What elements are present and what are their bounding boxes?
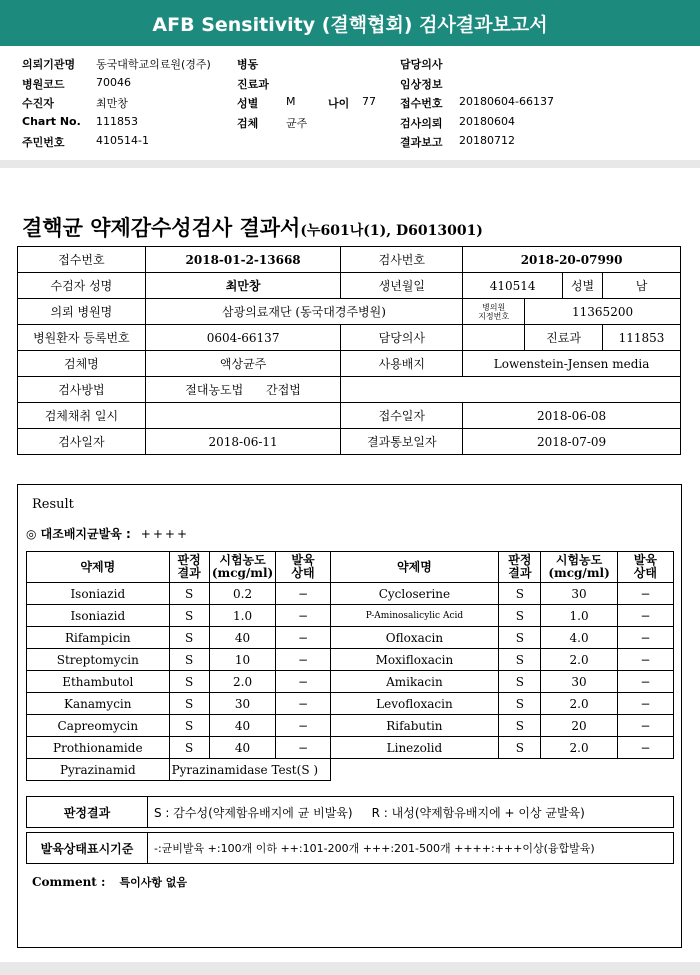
hosp-no-label-2: 지정번호	[478, 311, 510, 321]
concentration: 2.0	[541, 649, 617, 671]
col-conc-r-1: 시험농도	[555, 553, 603, 567]
ward-label: 병동	[237, 58, 259, 71]
hospital-label: 의뢰기관명	[22, 58, 76, 71]
growth-status: −	[617, 693, 673, 715]
report-title-main: 결핵균 약제감수성검사 결과서	[22, 215, 301, 240]
judge-result: S	[499, 715, 541, 737]
drug-name: Linezolid	[330, 737, 499, 759]
growth-status: −	[617, 627, 673, 649]
bottom-divider	[0, 962, 700, 975]
media-label: 사용배지	[341, 351, 463, 377]
drug-name: Ofloxacin	[330, 627, 499, 649]
table-row	[27, 833, 674, 864]
growth-std-value: -:균비발육 +:100개 이하 ++:101-200개 +++:201-500개 ++++:+++이상(융합발육)	[148, 833, 674, 864]
judge-result: S	[499, 671, 541, 693]
growth-std-label: 발육상태표시기준	[27, 833, 148, 864]
dept-label: 진료과	[525, 325, 603, 351]
growth-status: −	[276, 693, 330, 715]
col-growth-r-1: 발육	[633, 553, 657, 567]
concentration: 1.0	[541, 605, 617, 627]
pza-drug: Pyrazinamid	[27, 759, 170, 781]
table-row	[18, 273, 681, 299]
test-no-label: 검사번호	[341, 247, 463, 273]
result-section	[17, 484, 682, 948]
legend-table	[26, 796, 674, 864]
table-row	[27, 583, 674, 605]
concentration: 2.0	[541, 737, 617, 759]
sex-label: 성별	[237, 97, 259, 110]
hosp-no-label	[463, 299, 525, 325]
concentration: 2.0	[541, 693, 617, 715]
judge-result: S	[169, 693, 209, 715]
dob-label: 생년월일	[341, 273, 463, 299]
header-title: AFB Sensitivity (결핵협회) 검사결과보고서	[152, 13, 548, 36]
drug-name: Amikacin	[330, 671, 499, 693]
concentration: 1.0	[209, 605, 276, 627]
table-row	[27, 737, 674, 759]
notify-value: 2018-07-09	[463, 429, 681, 455]
col-growth-1: 발육	[291, 553, 315, 567]
col-judge-2: 결과	[177, 566, 201, 580]
table-row	[27, 649, 674, 671]
col-conc-1: 시험농도	[219, 553, 266, 567]
table-row	[18, 377, 681, 403]
hospital-label: 의뢰 병원명	[18, 299, 146, 325]
growth-status: −	[276, 671, 330, 693]
pza-result: Pyrazinamidase Test(S )	[169, 759, 330, 781]
growth-status: −	[276, 715, 330, 737]
receipt-label: 접수번호	[400, 97, 443, 110]
growth-status: −	[617, 605, 673, 627]
report-title-code: (누601나(1), D6013001)	[300, 223, 483, 239]
age-value: 77	[362, 95, 376, 108]
concentration: 4.0	[541, 627, 617, 649]
table-row	[27, 627, 674, 649]
table-row	[18, 247, 681, 273]
request-label: 검사의뢰	[400, 117, 443, 130]
test-date-value: 2018-06-11	[145, 429, 341, 455]
comment-value: 특이사항 없음	[119, 876, 188, 889]
method-2: 간접법	[266, 383, 301, 397]
judge-result: S	[169, 649, 209, 671]
drug-name: Isoniazid	[27, 583, 170, 605]
growth-status: −	[276, 627, 330, 649]
growth-status: −	[276, 583, 330, 605]
drug-name: Capreomycin	[27, 715, 170, 737]
sex-value: 남	[603, 273, 681, 299]
specimen-label: 검체명	[18, 351, 146, 377]
name-value: 최만창	[145, 273, 341, 299]
table-row	[18, 351, 681, 377]
sex-value: M	[286, 95, 296, 108]
col-growth	[276, 552, 330, 583]
dept-value: 111853	[603, 325, 681, 351]
judge-result: S	[169, 627, 209, 649]
col-growth-r-2: 상태	[633, 566, 657, 580]
receipt-no-label: 접수번호	[18, 247, 146, 273]
judge-result: S	[499, 737, 541, 759]
chart-value: 111853	[96, 115, 138, 128]
judge-result: S	[499, 649, 541, 671]
concentration: 30	[209, 693, 276, 715]
report-header	[0, 0, 700, 46]
judge-result: S	[169, 605, 209, 627]
attending-label: 담당의사	[400, 58, 443, 71]
received-label: 접수일자	[341, 403, 463, 429]
col-judge-r	[499, 552, 541, 583]
table-header-row	[27, 552, 674, 583]
col-judge-1: 판정	[177, 553, 201, 567]
growth-status: −	[617, 649, 673, 671]
specimen-label: 검체	[237, 117, 259, 130]
code-value: 70046	[96, 76, 131, 89]
hospital-value: 삼광의료재단 (동국대경주병원)	[145, 299, 462, 325]
table-row	[27, 759, 674, 781]
concentration: 10	[209, 649, 276, 671]
method-value	[145, 377, 341, 403]
doctor-value	[463, 325, 525, 351]
table-row	[18, 429, 681, 455]
growth-status: −	[617, 583, 673, 605]
judge-s: S : 감수성(약제함유배지에 균 비발육)	[154, 805, 353, 820]
control-growth	[26, 525, 189, 542]
section-divider	[0, 160, 700, 168]
judge-result: S	[499, 605, 541, 627]
dept-label: 진료과	[237, 78, 269, 91]
table-row	[18, 403, 681, 429]
request-value: 20180604	[459, 115, 515, 128]
concentration: 0.2	[209, 583, 276, 605]
concentration: 30	[541, 671, 617, 693]
receipt-no: 2018-01-2-13668	[145, 247, 341, 273]
table-row	[27, 797, 674, 828]
dob-value: 410514	[463, 273, 563, 299]
growth-status: −	[617, 671, 673, 693]
drug-name: Ethambutol	[27, 671, 170, 693]
name-label: 수검자 성명	[18, 273, 146, 299]
judge-result: S	[169, 671, 209, 693]
drug-name: Isoniazid	[27, 605, 170, 627]
drug-name: Rifabutin	[330, 715, 499, 737]
patient-value: 최만창	[96, 97, 128, 110]
clinical-label: 임상정보	[400, 78, 443, 91]
col-growth-r	[617, 552, 673, 583]
pza-blank	[330, 759, 673, 781]
col-judge-r-1: 판정	[508, 553, 532, 567]
report-title	[22, 212, 483, 242]
hosp-no-value: 11365200	[525, 299, 681, 325]
col-judge-r-2: 결과	[508, 566, 532, 580]
control-label: ◎ 대조배지균발육 :	[26, 527, 131, 541]
judge-result: S	[499, 627, 541, 649]
judge-result: S	[169, 737, 209, 759]
method-blank	[341, 377, 681, 403]
concentration: 40	[209, 627, 276, 649]
judge-result: S	[499, 583, 541, 605]
col-drug-r: 약제명	[330, 552, 499, 583]
specimen-value: 액상균주	[145, 351, 341, 377]
hosp-no-label-1: 병의원	[482, 302, 506, 312]
control-value: ++++	[140, 527, 189, 541]
growth-status: −	[276, 605, 330, 627]
table-row	[27, 671, 674, 693]
sex-label: 성별	[563, 273, 603, 299]
growth-status: −	[617, 737, 673, 759]
judge-legend-value	[148, 797, 674, 828]
specimen-value: 균주	[286, 117, 308, 130]
concentration: 2.0	[209, 671, 276, 693]
method-label: 검사방법	[18, 377, 146, 403]
patient-reg-label: 병원환자 등록번호	[18, 325, 146, 351]
drug-name: Moxifloxacin	[330, 649, 499, 671]
notify-label: 결과통보일자	[341, 429, 463, 455]
patient-label: 수진자	[22, 97, 54, 110]
id-label: 주민번호	[22, 136, 65, 149]
report-value: 20180712	[459, 134, 515, 147]
collect-label: 검체채취 일시	[18, 403, 146, 429]
judge-r: R : 내성(약제함유배지에 + 이상 균발육)	[371, 805, 585, 820]
patient-reg-value: 0604-66137	[145, 325, 341, 351]
drug-name: Streptomycin	[27, 649, 170, 671]
report-label: 결과보고	[400, 136, 443, 149]
judge-result: S	[169, 715, 209, 737]
table-row	[27, 693, 674, 715]
request-info-table	[17, 246, 681, 455]
growth-status: −	[276, 649, 330, 671]
drug-name: Kanamycin	[27, 693, 170, 715]
drug-name: P-Aminosalicylic Acid	[330, 605, 499, 627]
judge-legend-label: 판정결과	[27, 797, 148, 828]
drug-name: Cycloserine	[330, 583, 499, 605]
col-growth-2: 상태	[291, 566, 315, 580]
table-row	[18, 299, 681, 325]
judge-result: S	[499, 693, 541, 715]
id-value: 410514-1	[96, 134, 149, 147]
test-date-label: 검사일자	[18, 429, 146, 455]
concentration: 40	[209, 715, 276, 737]
col-conc-r-2: (mcg/ml)	[548, 566, 610, 580]
result-label: Result	[32, 497, 74, 512]
comment-label: Comment :	[32, 875, 106, 889]
susceptibility-table	[26, 551, 674, 781]
judge-result: S	[169, 583, 209, 605]
concentration: 20	[541, 715, 617, 737]
drug-name: Levofloxacin	[330, 693, 499, 715]
table-row	[27, 715, 674, 737]
concentration: 30	[541, 583, 617, 605]
drug-name: Rifampicin	[27, 627, 170, 649]
col-drug: 약제명	[27, 552, 170, 583]
table-row	[18, 325, 681, 351]
table-row	[27, 605, 674, 627]
doctor-label: 담당의사	[341, 325, 463, 351]
collect-value	[145, 403, 341, 429]
concentration: 40	[209, 737, 276, 759]
growth-status: −	[617, 715, 673, 737]
code-label: 병원코드	[22, 78, 65, 91]
received-value: 2018-06-08	[463, 403, 681, 429]
chart-label: Chart No.	[22, 115, 81, 128]
media-value: Lowenstein-Jensen media	[463, 351, 681, 377]
age-label: 나이	[328, 97, 350, 110]
col-conc	[209, 552, 276, 583]
comment	[32, 874, 187, 890]
col-conc-r	[541, 552, 617, 583]
test-no: 2018-20-07990	[463, 247, 681, 273]
col-judge	[169, 552, 209, 583]
drug-name: Prothionamide	[27, 737, 170, 759]
col-conc-2: (mcg/ml)	[211, 566, 274, 580]
hospital-value: 동국대학교의료원(경주)	[96, 58, 211, 71]
method-1: 절대농도법	[185, 383, 244, 397]
receipt-value: 20180604-66137	[459, 95, 554, 108]
growth-status: −	[276, 737, 330, 759]
